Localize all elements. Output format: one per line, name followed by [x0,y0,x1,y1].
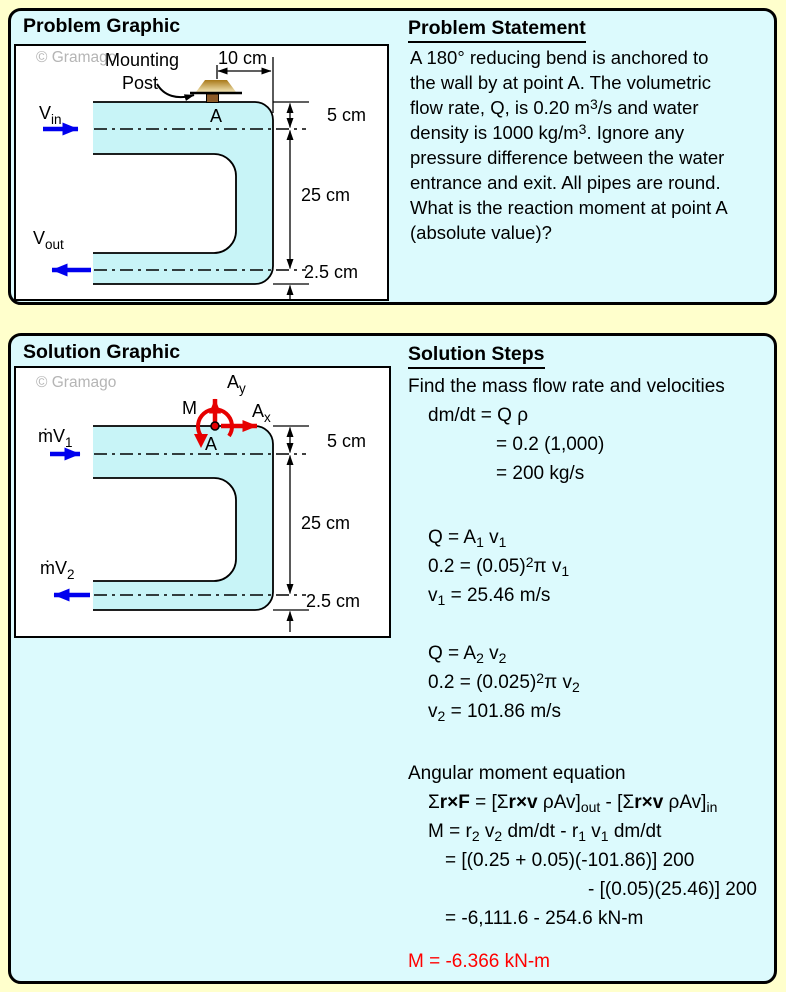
solution-step-line: Σr×F = [Σr×v $\rho Av]_{out} - [\Sigma r\times v$ $\rho Av]_{in}$ [428,792,718,815]
dim-2-5cm-label: 2.5 cm [304,262,359,282]
moment-label: M [182,398,197,418]
dim-10cm-label: 10 cm [218,48,268,68]
mounting-label-line1: Mounting [104,50,180,70]
dim-2-5cm-label: 2.5 cm [306,591,361,611]
anchor-point-label: A [204,434,218,454]
solution-step-line: - [(0.05)(25.46)] 200 [588,879,757,900]
problem-graphic-title: Problem Graphic [23,15,181,37]
solution-step-line: = 200 kg/s [496,463,585,484]
dim-25cm-label: 25 cm [301,513,351,533]
pipe-hole [93,154,236,253]
solution-step-line: = [(0.25 + 0.05)(-101.86)] 200 [445,850,695,871]
watermark: © Gramago [36,49,117,66]
solution-graphic-title: Solution Graphic [23,341,181,363]
dim-5cm-label: 5 cm [327,431,367,451]
solution-result-line: M = -6.366 kN-m [408,951,551,972]
v-in-label: $V_{in}$ [39,103,62,127]
problem-diagram [14,44,389,301]
mounting-label-line2: Post [121,73,159,93]
statement-line: pressure difference between the water [410,147,725,168]
mounting-post-stem [207,94,219,103]
statement-line: flow rate, Q, is 0.20 $m^3/s$ and water [410,96,699,118]
solution-step-line: = -6,111.6 - 254.6 kN-m [445,908,644,929]
reaction-ax-label: $A_x$ [252,401,271,425]
solution-steps-title: Solution Steps [408,343,545,369]
statement-line: A 180° reducing bend is anchored to [410,47,709,68]
solution-step-line: $Q = A_2$ $v_2$ [428,643,507,666]
solution-step-line: $Q = A_1$ $v_1$ [428,527,507,550]
solution-panel [8,333,777,984]
solution-step-line: Angular moment equation [408,763,626,784]
statement-line: (absolute value)? [410,222,552,243]
solution-step-line: Find the mass flow rate and velocities [408,376,725,397]
solution-step-line: $0.2 = (0.025)^2\pi$ $v_2$ [428,670,580,695]
problem-statement-text [410,45,778,245]
reaction-ay-label: $A_y$ [227,372,246,396]
solution-step-line: $v_2 = 101.86$ m/s [428,701,561,724]
v-out-label: $V_{out}$ [33,228,64,252]
solution-steps-text [408,372,786,976]
statement-line: entrance and exit. All pipes are round. [410,172,721,193]
anchor-point-dot [211,422,219,430]
statement-line: density is 1000 $kg/m^3$. Ignore any [410,121,685,143]
pipe-hole [93,478,236,581]
dim-25cm-label: 25 cm [301,185,351,205]
solution-step-line: $M = r_2$ $v_2$ $dm/dt - r_1$ $v_1$ dm/dt [428,821,662,844]
mv1-label: ṁV$_1$ [38,426,73,450]
problem-statement-title: Problem Statement [408,17,586,43]
anchor-point-label: A [209,106,223,126]
solution-diagram-svg [14,366,391,638]
statement-line: What is the reaction moment at point A [410,197,728,218]
solution-step-line: = 0.2 (1,000) [496,434,605,455]
problem-diagram-svg [14,44,389,301]
statement-line: the wall by at point A. The volumetric [410,72,711,93]
solution-diagram [14,366,391,638]
watermark: © Gramago [36,374,117,391]
mv2-label: ṁV$_2$ [40,558,75,582]
problem-panel [8,8,777,305]
solution-step-line: $0.2 = (0.05)^2\pi$ $v_1$ [428,554,570,579]
dim-5cm-label: 5 cm [327,105,367,125]
solution-step-line: $v_1 = 25.46$ m/s [428,585,551,608]
solution-step-line: dm/dt = Q ρ [428,405,529,426]
